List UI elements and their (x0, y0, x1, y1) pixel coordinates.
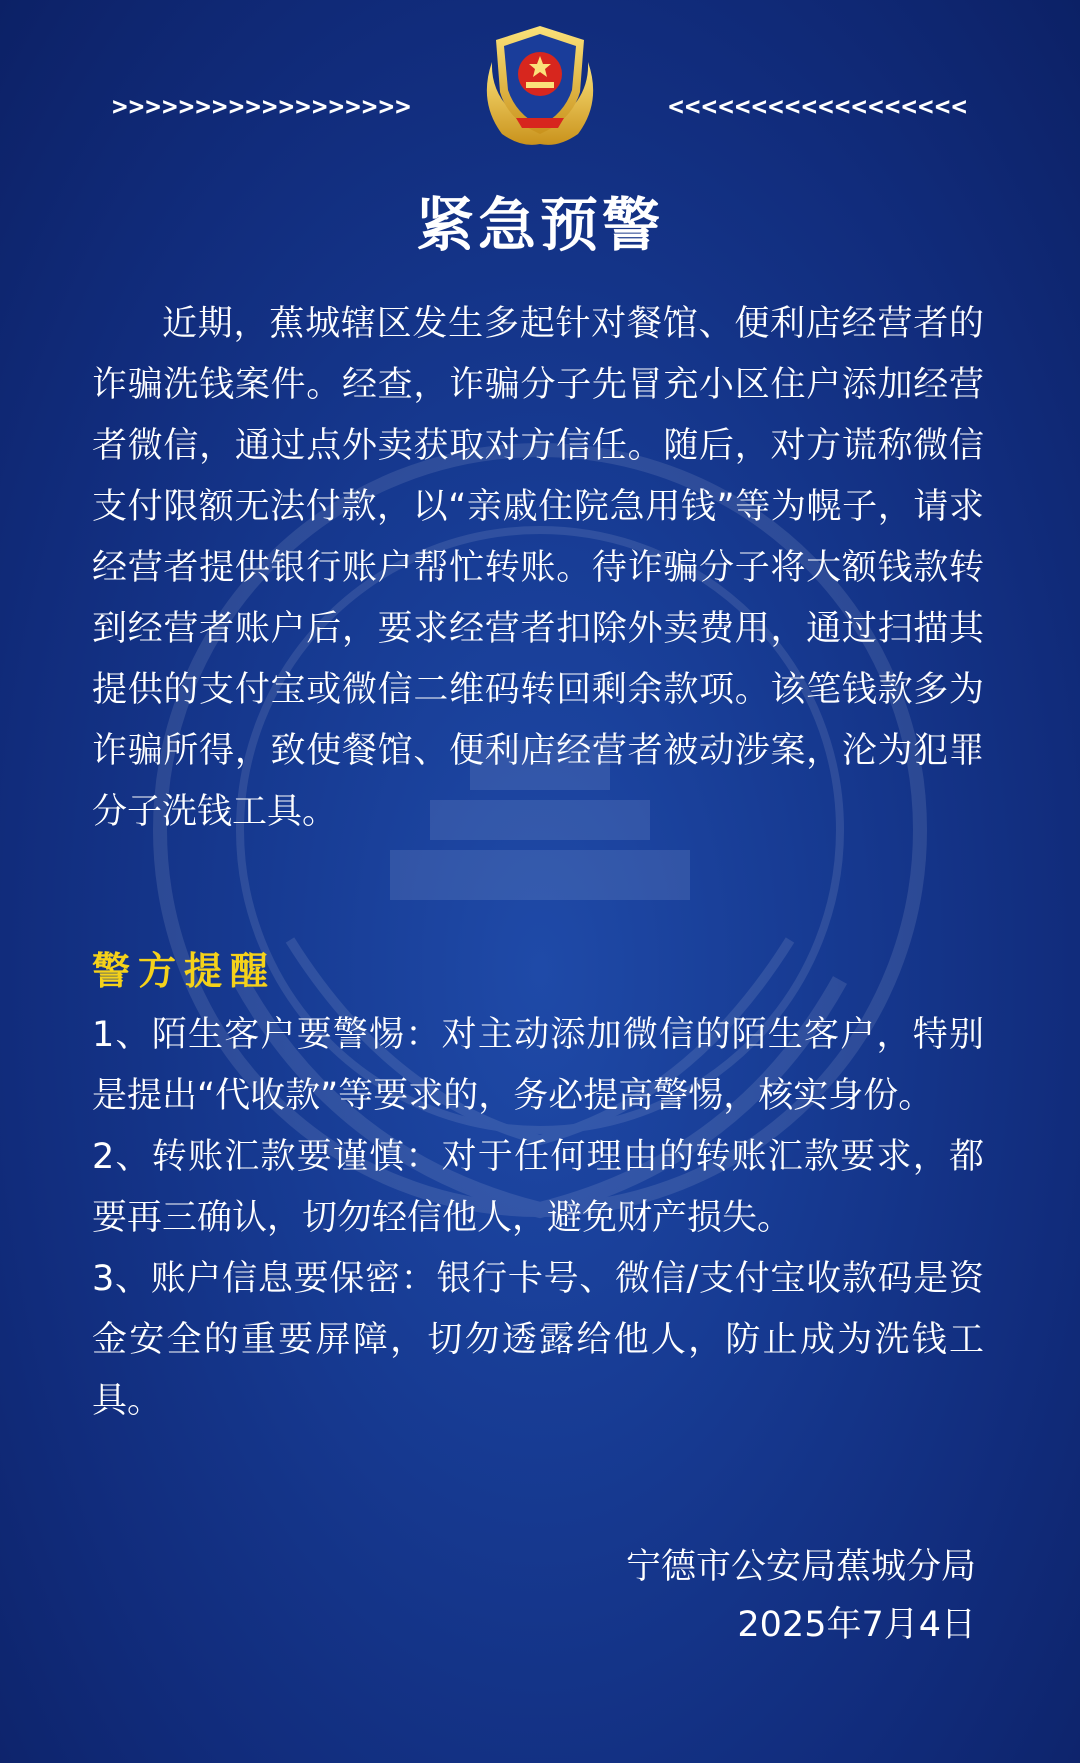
reminder-item: 3、账户信息要保密：银行卡号、微信/支付宝收款码是资金安全的重要屏障，切勿透露给他人，防止成为洗钱工具。 (92, 1259, 984, 1421)
issuing-organization: 宁德市公安局蕉城分局 (625, 1547, 976, 1587)
reminder-list (92, 1005, 984, 1432)
reminder-heading: 警方提醒 (92, 949, 277, 993)
reminder-item: 1、陌生客户要警惕：对主动添加微信的陌生客户，特别是提出“代收款”等要求的，务必提高警惕，核实身份。 (92, 1015, 984, 1116)
police-emblem-icon (472, 22, 608, 152)
reminder-item: 2、转账汇款要谨慎：对于任何理由的转账汇款要求，都要再三确认，切勿轻信他人，避免财产损失。 (92, 1137, 984, 1238)
page-title: 紧急预警 (415, 191, 664, 259)
signature-block (626, 1538, 976, 1654)
arrows-right: <<<<<<<<<<<<<<<<<< (668, 92, 968, 122)
header-banner (0, 22, 1080, 152)
issue-date: 2025年7月4日 (737, 1605, 976, 1645)
arrows-left: >>>>>>>>>>>>>>>>>> (112, 92, 412, 122)
intro-paragraph: 近期，蕉城辖区发生多起针对餐馆、便利店经营者的诈骗洗钱案件。经查，诈骗分子先冒充小区住户添加经营者微信，通过点外卖获取对方信任。随后，对方谎称微信支付限额无法付款，以“亲戚住院急用钱”等为幌子，请求经营者提供银行账户帮忙转账。待诈骗分子将大额钱款转到经营者账户后，要求经营者扣除外卖费用，通过扫描其提供的支付宝或微信二维码转回剩余款项。该笔钱款多为诈骗所得，致使餐馆、便利店经营者被动涉案，沦为犯罪分子洗钱工具。 (92, 304, 984, 832)
